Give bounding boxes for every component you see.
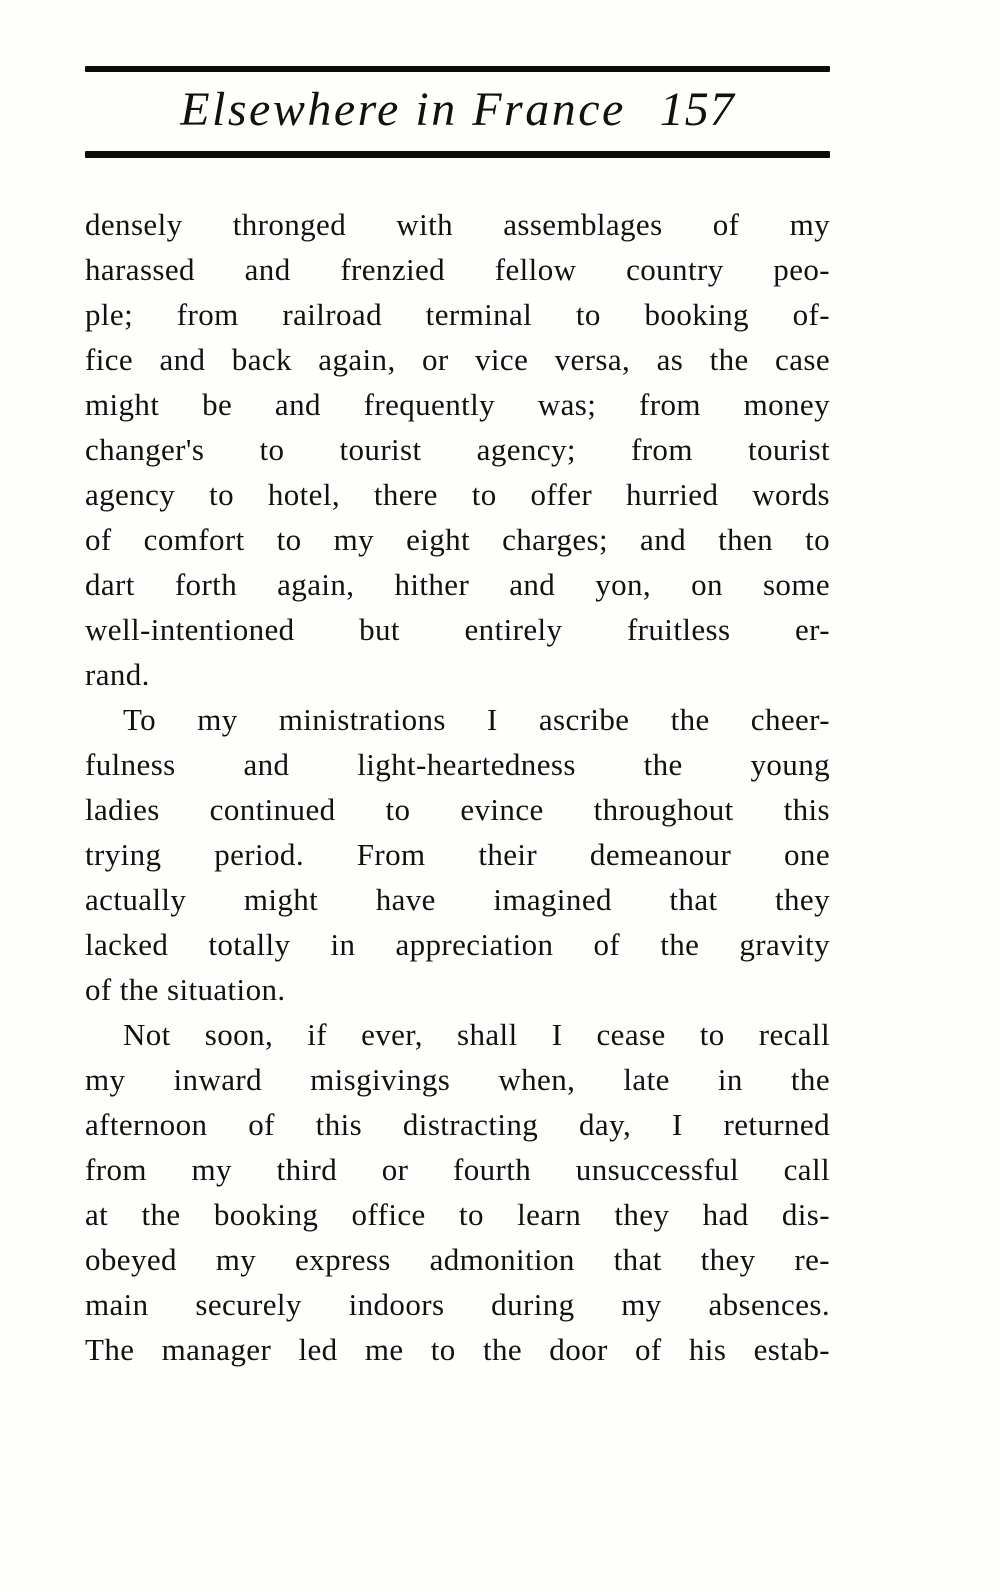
page-number: 157: [659, 83, 735, 136]
text-line: at the booking office to learn they had dis-: [85, 1197, 830, 1232]
text-line: well-intentioned but entirely fruitless er-: [85, 612, 830, 647]
page-body: [85, 202, 830, 1372]
text-line: fice and back again, or vice versa, as the case: [85, 342, 830, 377]
text-line: of the situation.: [85, 972, 286, 1007]
header-title: Elsewhere in France: [180, 83, 626, 136]
text-line: of comfort to my eight charges; and then to: [85, 522, 830, 557]
text-line: ladies continued to evince throughout this: [85, 792, 830, 827]
header-rule-bottom: [85, 151, 830, 158]
text-line: rand.: [85, 657, 150, 692]
text-line: ple; from railroad terminal to booking of-: [85, 297, 830, 332]
text-line: harassed and frenzied fellow country peo-: [85, 252, 830, 287]
text-line: agency to hotel, there to offer hurried words: [85, 477, 830, 512]
text-line: densely thronged with assemblages of my: [85, 207, 830, 242]
text-line: lacked totally in appreciation of the gravity: [85, 927, 830, 962]
text-line: trying period. From their demeanour one: [85, 837, 830, 872]
text-line: afternoon of this distracting day, I returned: [85, 1107, 830, 1142]
page-content-area: [85, 66, 830, 1372]
text-line: actually might have imagined that they: [85, 882, 830, 917]
text-line: my inward misgivings when, late in the: [85, 1062, 830, 1097]
text-line: might be and frequently was; from money: [85, 387, 830, 422]
text-line: To my ministrations I ascribe the cheer-: [123, 702, 830, 737]
text-line: changer's to tourist agency; from tourist: [85, 432, 830, 467]
running-header: [85, 72, 830, 151]
text-line: from my third or fourth unsuccessful call: [85, 1152, 830, 1187]
text-line: obeyed my express admonition that they re-: [85, 1242, 830, 1277]
text-line: dart forth again, hither and yon, on some: [85, 567, 830, 602]
text-line: Not soon, if ever, shall I cease to recall: [123, 1017, 830, 1052]
text-line: fulness and light-heartedness the young: [85, 747, 830, 782]
text-line: main securely indoors during my absences.: [85, 1287, 830, 1322]
text-line: The manager led me to the door of his estab-: [85, 1332, 830, 1367]
